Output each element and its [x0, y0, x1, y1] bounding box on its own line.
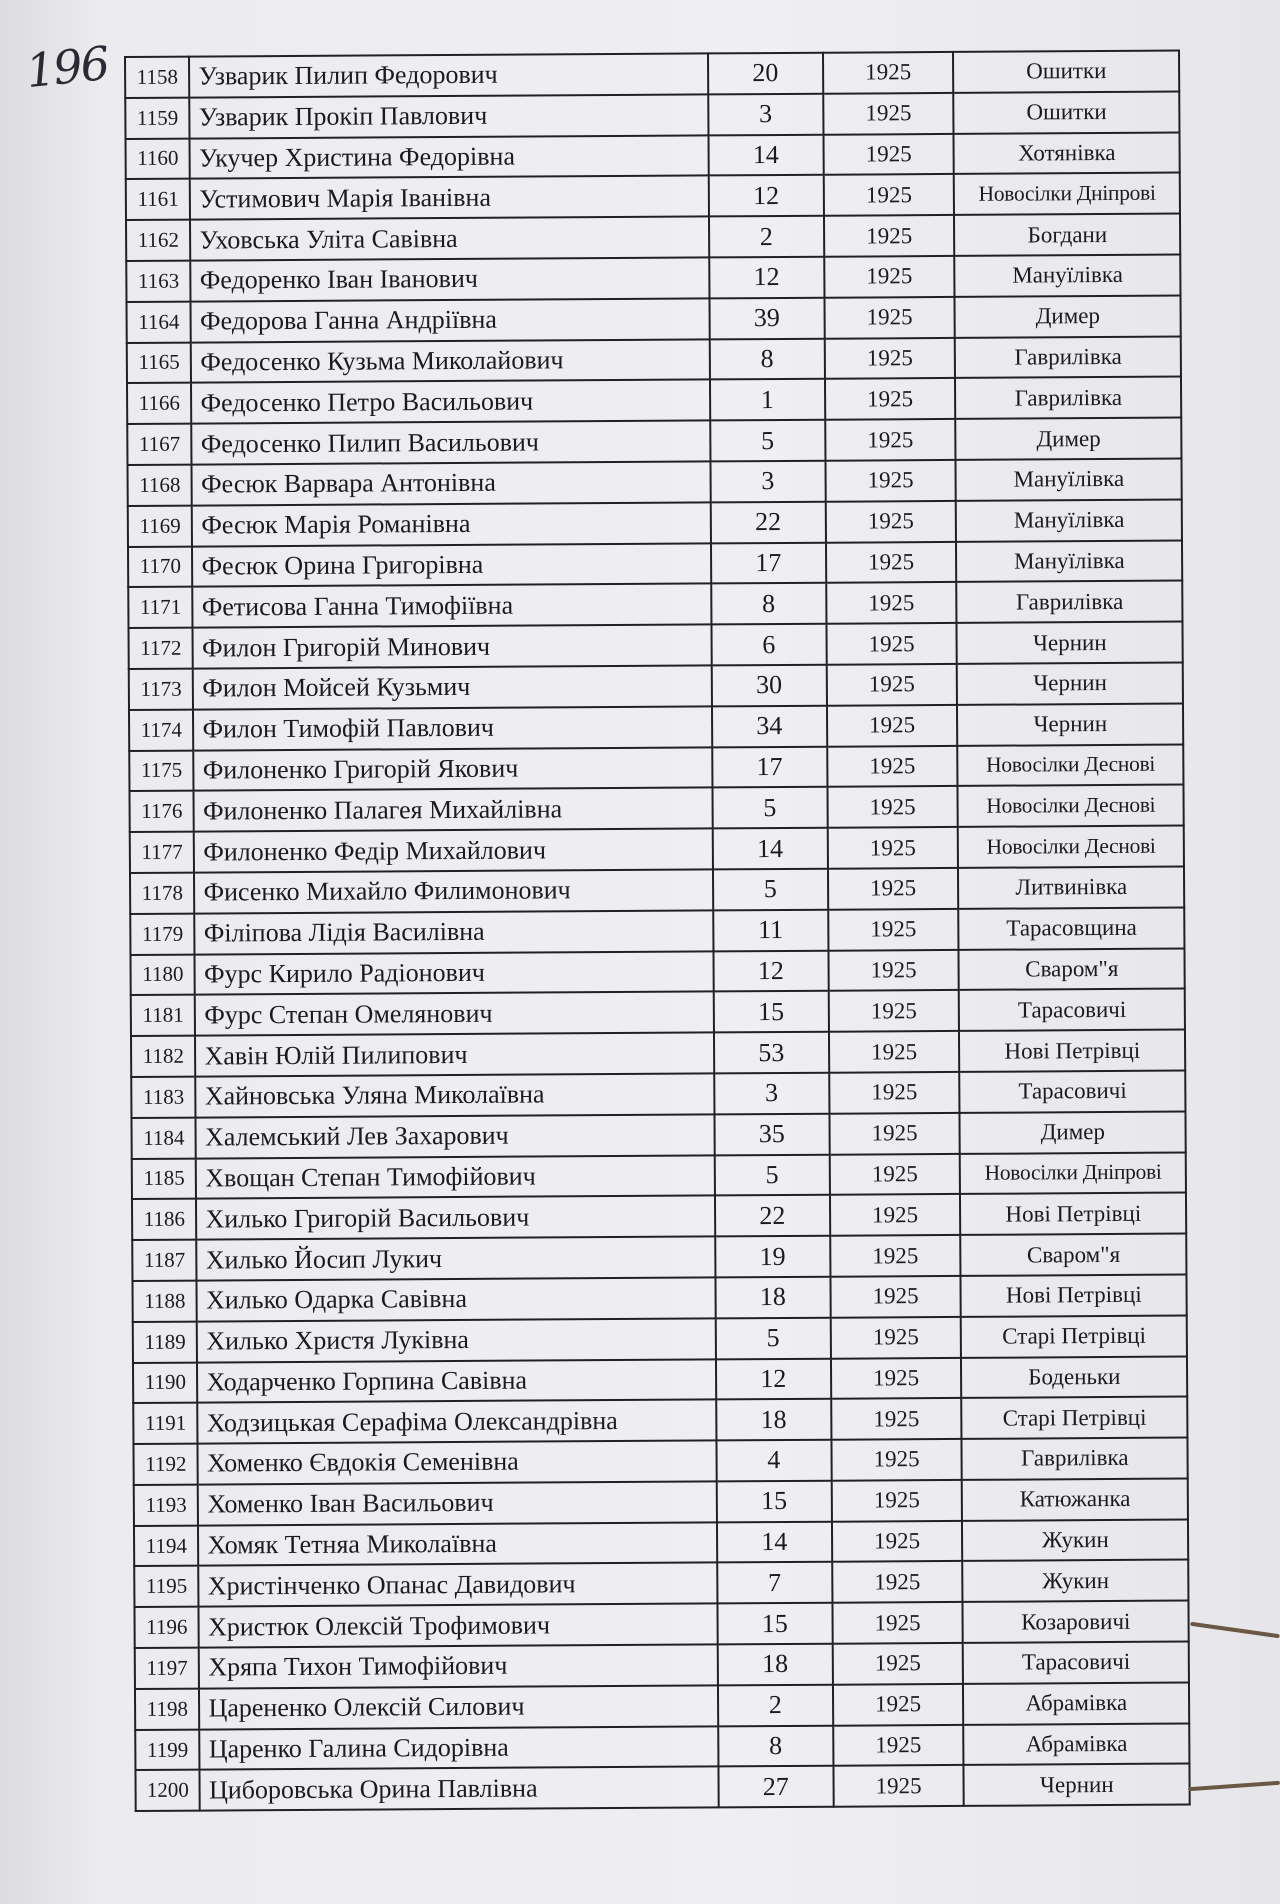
record-number: 1162: [126, 220, 191, 261]
person-name: Хоменко Іван Васильович: [198, 1481, 717, 1525]
record-year: 1925: [829, 1031, 960, 1073]
record-number: 1170: [128, 546, 193, 587]
village-name: Козаровичі: [963, 1601, 1189, 1643]
person-age: 34: [712, 705, 827, 746]
table-row: [135, 1723, 1189, 1770]
person-age: 8: [718, 1725, 833, 1766]
record-number: 1174: [129, 709, 194, 750]
table-row: [129, 662, 1183, 709]
person-name: Уховська Уліта Савівна: [190, 217, 709, 261]
person-age: 18: [715, 1277, 830, 1318]
record-year: 1925: [831, 1398, 962, 1440]
record-number: 1192: [133, 1444, 198, 1485]
record-number: 1172: [128, 628, 193, 669]
person-name: Царененко Олексій Силович: [199, 1685, 718, 1729]
village-name: Тарасовичі: [960, 1070, 1186, 1112]
village-name: Гаврилівка: [962, 1438, 1188, 1480]
record-year: 1925: [828, 949, 959, 991]
person-name: Хомяк Тетняа Миколаївна: [198, 1522, 717, 1566]
person-name: Филоненко Федір Михайлович: [194, 829, 713, 873]
village-name: Сваром"я: [961, 1234, 1187, 1276]
person-age: 8: [710, 338, 825, 379]
person-name: Хилько Йосип Лукич: [197, 1237, 716, 1281]
person-name: Христюк Олексій Трофимович: [199, 1604, 718, 1648]
village-name: Мануїлівка: [956, 499, 1182, 541]
record-number: 1178: [130, 873, 195, 914]
person-age: 5: [716, 1317, 831, 1358]
village-name: Ошитки: [954, 91, 1180, 133]
table-row: [130, 907, 1184, 954]
village-name: Гаврилівка: [955, 377, 1181, 419]
table-row: [129, 744, 1183, 791]
record-number: 1194: [134, 1525, 199, 1566]
person-name: Ходзицькая Серафіма Олександрівна: [198, 1400, 717, 1444]
record-year: 1925: [825, 460, 956, 502]
person-name: Фурс Кирило Радіонович: [195, 951, 714, 995]
person-name: Федосенко Петро Васильович: [191, 380, 710, 424]
person-name: Фетисова Ганна Тимофіївна: [193, 584, 712, 628]
table-row: [132, 1234, 1186, 1281]
person-age: 14: [717, 1521, 832, 1562]
person-name: Філіпова Лідія Василівна: [195, 910, 714, 954]
person-age: 15: [717, 1481, 832, 1522]
village-name: Чернин: [957, 622, 1183, 664]
record-number: 1199: [135, 1729, 200, 1770]
record-year: 1925: [824, 256, 955, 298]
village-name: Димер: [955, 295, 1181, 337]
record-year: 1925: [826, 582, 957, 624]
village-name: Чернин: [957, 703, 1183, 745]
record-year: 1925: [833, 1684, 964, 1726]
village-name: Мануїлівка: [956, 459, 1182, 501]
village-name: Мануїлівка: [956, 540, 1182, 582]
table-row: [127, 295, 1181, 342]
record-number: 1164: [127, 301, 192, 342]
record-year: 1925: [829, 1153, 960, 1195]
person-name: Узварик Прокіп Павлович: [190, 94, 709, 138]
record-year: 1925: [831, 1357, 962, 1399]
person-age: 5: [715, 1154, 830, 1195]
person-age: 53: [714, 1032, 829, 1073]
table-row: [127, 418, 1181, 465]
table-row: [128, 499, 1182, 546]
person-age: 12: [709, 257, 824, 298]
village-name: Новосілки Дніпрові: [960, 1152, 1186, 1194]
person-name: Федосенко Пилип Васильович: [192, 421, 711, 465]
person-age: 35: [714, 1113, 829, 1154]
person-name: Царенко Галина Сидорівна: [200, 1726, 719, 1770]
record-number: 1186: [132, 1199, 197, 1240]
person-name: Филон Мойсей Кузьмич: [193, 665, 712, 709]
village-name: Литвинівка: [958, 866, 1184, 908]
record-number: 1179: [130, 913, 195, 954]
person-age: 14: [713, 828, 828, 869]
table-row: [134, 1560, 1188, 1607]
table-row: [131, 1030, 1185, 1077]
person-age: 22: [715, 1195, 830, 1236]
person-age: 39: [709, 298, 824, 339]
record-number: 1191: [133, 1403, 198, 1444]
village-name: Жукин: [963, 1560, 1189, 1602]
record-number: 1163: [126, 261, 191, 302]
record-year: 1925: [832, 1521, 963, 1563]
person-age: 11: [713, 909, 828, 950]
record-year: 1925: [823, 52, 954, 94]
record-year: 1925: [827, 745, 958, 787]
village-name: Новосілки Деснові: [958, 785, 1184, 827]
record-number: 1161: [126, 179, 191, 220]
person-age: 3: [710, 461, 825, 502]
record-number: 1184: [131, 1117, 196, 1158]
record-year: 1925: [830, 1194, 961, 1236]
table-row: [127, 336, 1181, 383]
table-row: [130, 948, 1184, 995]
record-year: 1925: [823, 93, 954, 135]
table-row: [132, 1152, 1186, 1199]
record-number: 1177: [130, 832, 195, 873]
table-row: [135, 1682, 1189, 1729]
table-row: [126, 214, 1180, 261]
record-number: 1200: [135, 1770, 200, 1811]
record-number: 1181: [131, 995, 196, 1036]
handwritten-folio-number: 196: [23, 35, 111, 99]
person-name: Фурс Степан Омелянович: [195, 992, 714, 1036]
person-name: Филон Григорій Минович: [193, 625, 712, 669]
record-year: 1925: [826, 541, 957, 583]
record-year: 1925: [825, 378, 956, 420]
record-year: 1925: [824, 338, 955, 380]
victims-register-table: [124, 50, 1191, 1813]
record-year: 1925: [828, 868, 959, 910]
person-name: Узварик Пилип Федорович: [189, 53, 708, 97]
village-name: Жукин: [962, 1519, 1188, 1561]
village-name: Хотянівка: [954, 132, 1180, 174]
table-row: [131, 1070, 1185, 1117]
person-name: Федорова Ганна Андріївна: [191, 298, 710, 342]
village-name: Димер: [956, 418, 1182, 460]
person-name: Хилько Григорій Васильович: [196, 1196, 715, 1240]
village-name: Мануїлівка: [955, 255, 1181, 297]
table-row: [134, 1478, 1188, 1525]
table-row: [126, 173, 1180, 220]
table-row: [125, 91, 1179, 138]
table-row: [132, 1193, 1186, 1240]
table-row: [135, 1764, 1189, 1811]
person-age: 2: [718, 1685, 833, 1726]
village-name: Тарасовичі: [959, 989, 1185, 1031]
person-age: 8: [711, 583, 826, 624]
person-name: Филон Тимофій Павлович: [193, 706, 712, 750]
record-year: 1925: [833, 1765, 964, 1807]
person-age: 17: [712, 746, 827, 787]
table-row: [133, 1356, 1187, 1403]
register-body: [125, 51, 1190, 1812]
person-age: 19: [715, 1236, 830, 1277]
record-number: 1176: [129, 791, 194, 832]
village-name: Богдани: [954, 214, 1180, 256]
record-year: 1925: [829, 1072, 960, 1114]
record-year: 1925: [833, 1725, 964, 1767]
record-number: 1197: [135, 1648, 200, 1689]
table-row: [127, 377, 1181, 424]
person-name: Хилько Одарка Савівна: [197, 1277, 716, 1321]
village-name: Чернин: [957, 662, 1183, 704]
record-number: 1160: [126, 138, 191, 179]
table-row: [129, 785, 1183, 832]
record-number: 1193: [134, 1484, 199, 1525]
record-year: 1925: [825, 419, 956, 461]
record-number: 1182: [131, 1036, 196, 1077]
table-row: [133, 1397, 1187, 1444]
person-name: Фесюк Варвара Антонівна: [192, 461, 711, 505]
record-year: 1925: [832, 1602, 963, 1644]
person-age: 18: [718, 1644, 833, 1685]
binding-thread: [1190, 1622, 1280, 1638]
record-year: 1925: [827, 705, 958, 747]
person-name: Федоренко Іван Іванович: [191, 257, 710, 301]
person-age: 6: [711, 624, 826, 665]
person-age: 1: [710, 379, 825, 420]
village-name: Новосілки Деснові: [958, 826, 1184, 868]
record-number: 1196: [134, 1607, 199, 1648]
person-age: 27: [718, 1766, 833, 1807]
person-name: Филоненко Палагея Михайлівна: [194, 788, 713, 832]
person-name: Ходарченко Горпина Савівна: [197, 1359, 716, 1403]
table-row: [133, 1315, 1187, 1362]
person-name: Фесюк Орина Григорівна: [192, 543, 711, 587]
record-year: 1925: [828, 909, 959, 951]
record-number: 1198: [135, 1688, 200, 1729]
village-name: Чернин: [964, 1764, 1190, 1806]
table-row: [126, 255, 1180, 302]
record-number: 1166: [127, 383, 192, 424]
person-age: 5: [713, 869, 828, 910]
village-name: Тарасовичі: [963, 1642, 1189, 1684]
record-year: 1925: [824, 297, 955, 339]
record-year: 1925: [829, 1113, 960, 1155]
person-name: Хилько Христя Луківна: [197, 1318, 716, 1362]
record-year: 1925: [831, 1439, 962, 1481]
record-number: 1189: [133, 1321, 198, 1362]
person-name: Халемський Лев Захарович: [196, 1114, 715, 1158]
village-name: Нові Петрівці: [959, 1030, 1185, 1072]
person-name: Хоменко Євдокія Семенівна: [198, 1441, 717, 1485]
table-row: [130, 866, 1184, 913]
table-row: [127, 459, 1181, 506]
table-row: [131, 989, 1185, 1036]
table-row: [133, 1438, 1187, 1485]
record-year: 1925: [827, 827, 958, 869]
record-number: 1158: [125, 57, 190, 98]
record-number: 1159: [125, 97, 190, 138]
record-number: 1175: [129, 750, 194, 791]
person-age: 12: [713, 950, 828, 991]
table-row: [132, 1274, 1186, 1321]
person-age: 17: [711, 542, 826, 583]
village-name: Старі Петрівці: [962, 1397, 1188, 1439]
record-year: 1925: [832, 1561, 963, 1603]
village-name: Димер: [960, 1111, 1186, 1153]
record-number: 1180: [130, 954, 195, 995]
person-name: Хайновська Уляна Миколаївна: [196, 1073, 715, 1117]
person-name: Устимович Марія Іванівна: [190, 176, 709, 220]
person-age: 15: [714, 991, 829, 1032]
record-year: 1925: [823, 174, 954, 216]
person-age: 12: [716, 1358, 831, 1399]
village-name: Старі Петрівці: [961, 1315, 1187, 1357]
record-year: 1925: [826, 664, 957, 706]
person-name: Циборовська Орина Павлівна: [200, 1767, 719, 1811]
person-age: 5: [710, 420, 825, 461]
village-name: Боденьки: [961, 1356, 1187, 1398]
record-number: 1185: [132, 1158, 197, 1199]
table-row: [134, 1601, 1188, 1648]
record-year: 1925: [827, 786, 958, 828]
record-number: 1183: [131, 1077, 196, 1118]
person-age: 20: [708, 53, 823, 94]
person-name: Хряпа Тихон Тимофійович: [199, 1644, 718, 1688]
person-name: Христінченко Опанас Давидович: [199, 1563, 718, 1607]
person-name: Филоненко Григорій Якович: [194, 747, 713, 791]
record-number: 1171: [128, 587, 193, 628]
binding-thread: [1188, 1781, 1280, 1791]
village-name: Нові Петрівці: [960, 1193, 1186, 1235]
table-row: [129, 703, 1183, 750]
record-number: 1187: [132, 1240, 197, 1281]
village-name: Сваром"я: [959, 948, 1185, 990]
table-row: [128, 622, 1182, 669]
record-number: 1165: [127, 342, 192, 383]
person-age: 15: [717, 1603, 832, 1644]
village-name: Гаврилівка: [957, 581, 1183, 623]
person-age: 30: [712, 665, 827, 706]
person-name: Хавін Юлій Пилипович: [195, 1033, 714, 1077]
person-age: 2: [709, 216, 824, 257]
record-year: 1925: [826, 623, 957, 665]
village-name: Новосілки Дніпрові: [954, 173, 1180, 215]
table-row: [134, 1519, 1188, 1566]
record-year: 1925: [832, 1643, 963, 1685]
record-number: 1195: [134, 1566, 199, 1607]
record-year: 1925: [824, 215, 955, 257]
person-name: Фесюк Марія Романівна: [192, 502, 711, 546]
village-name: Ошитки: [953, 51, 1179, 93]
table-row: [125, 51, 1179, 98]
table-row: [135, 1642, 1189, 1689]
village-name: Абрамівка: [963, 1682, 1189, 1724]
table-row: [128, 581, 1182, 628]
person-age: 3: [714, 1073, 829, 1114]
person-name: Укучер Христина Федорівна: [190, 135, 709, 179]
person-age: 18: [716, 1399, 831, 1440]
person-name: Хвощан Степан Тимофійович: [196, 1155, 715, 1199]
village-name: Нові Петрівці: [961, 1274, 1187, 1316]
village-name: Гаврилівка: [955, 336, 1181, 378]
record-number: 1168: [127, 465, 192, 506]
table-row: [130, 826, 1184, 873]
village-name: Новосілки Деснові: [958, 744, 1184, 786]
person-age: 5: [712, 787, 827, 828]
record-number: 1167: [127, 424, 192, 465]
person-age: 7: [717, 1562, 832, 1603]
table-row: [126, 132, 1180, 179]
record-number: 1169: [128, 505, 193, 546]
person-name: Фисенко Михайло Филимонович: [194, 869, 713, 913]
record-year: 1925: [825, 501, 956, 543]
record-year: 1925: [828, 990, 959, 1032]
record-number: 1190: [133, 1362, 198, 1403]
table-row: [128, 540, 1182, 587]
person-age: 22: [711, 501, 826, 542]
record-year: 1925: [831, 1480, 962, 1522]
person-age: 4: [716, 1440, 831, 1481]
person-name: Федосенко Кузьма Миколайович: [191, 339, 710, 383]
village-name: Абрамівка: [964, 1723, 1190, 1765]
record-year: 1925: [823, 134, 954, 176]
village-name: Тарасовщина: [959, 907, 1185, 949]
village-name: Катюжанка: [962, 1478, 1188, 1520]
table-row: [131, 1111, 1185, 1158]
record-year: 1925: [830, 1276, 961, 1318]
record-number: 1173: [129, 669, 194, 710]
person-age: 12: [709, 175, 824, 216]
person-age: 3: [708, 94, 823, 135]
record-year: 1925: [830, 1317, 961, 1359]
person-age: 14: [708, 134, 823, 175]
record-number: 1188: [132, 1280, 197, 1321]
record-year: 1925: [830, 1235, 961, 1277]
